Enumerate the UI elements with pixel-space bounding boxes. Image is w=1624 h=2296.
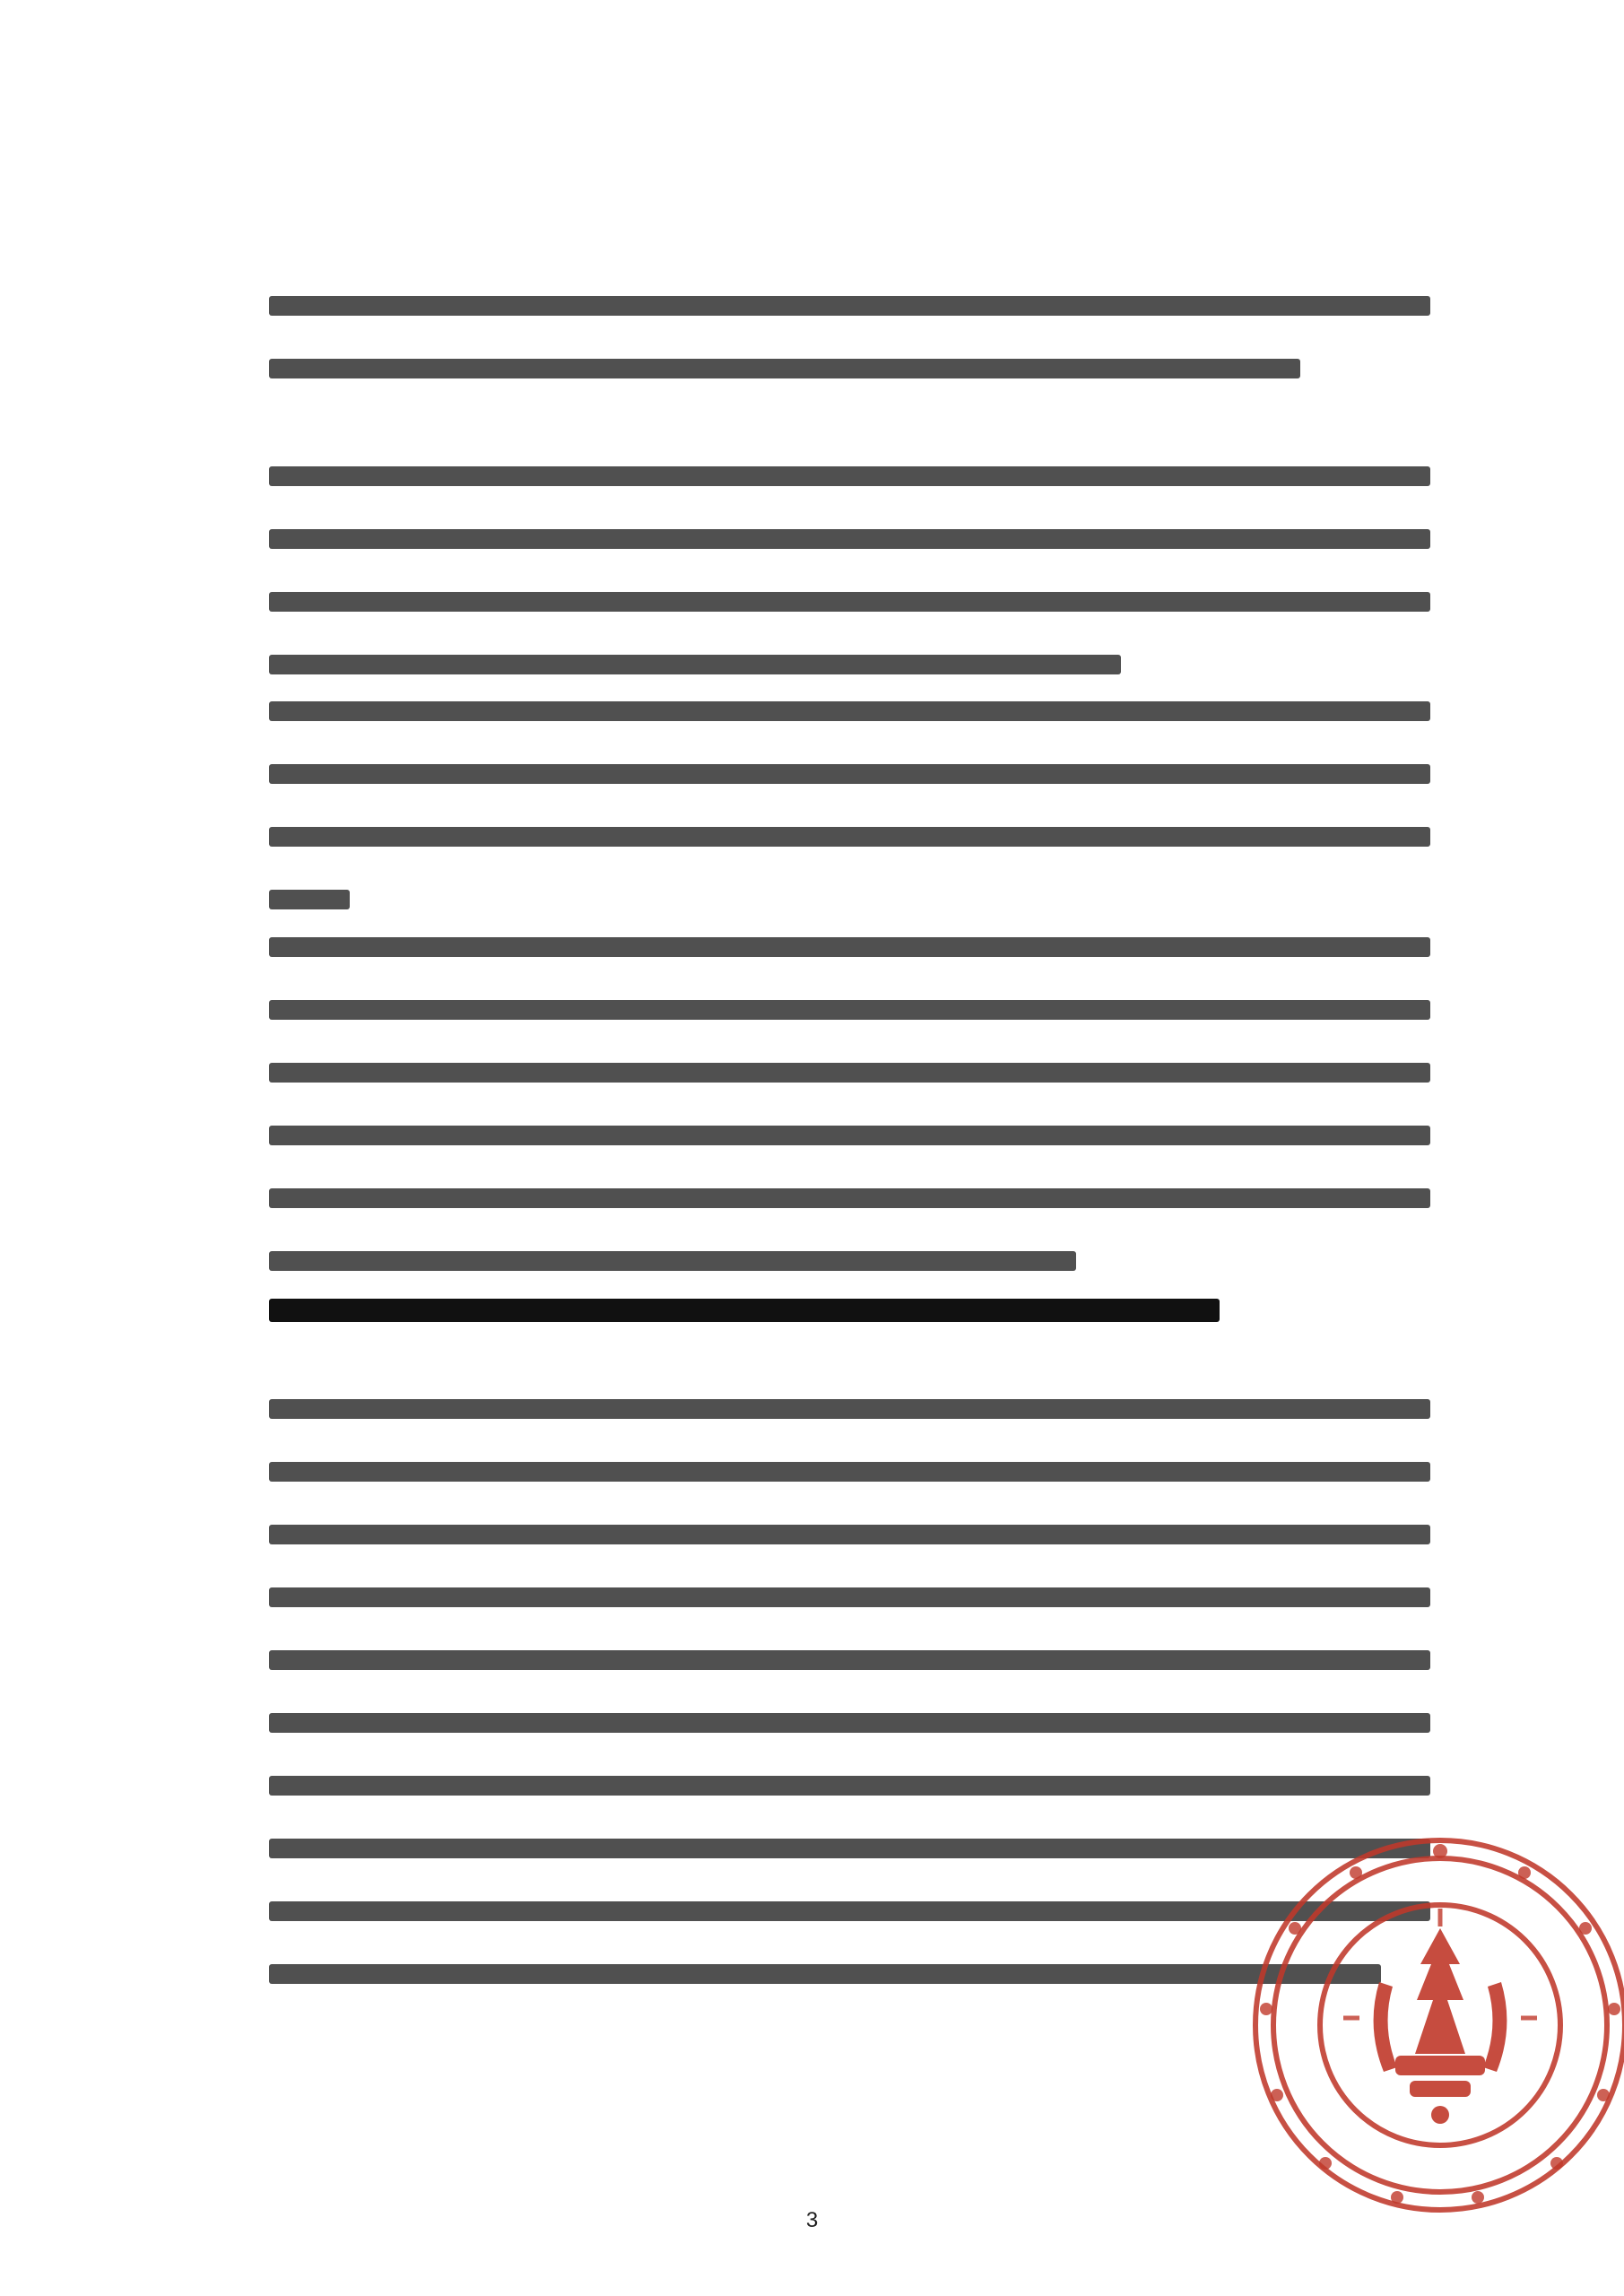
paragraph-1 — [269, 296, 1430, 422]
paragraph-4 — [269, 937, 1430, 1314]
paragraph-3 — [269, 701, 1430, 952]
page-number: 3 — [805, 2208, 819, 2232]
paragraph-2 — [269, 466, 1430, 718]
official-seal-stamp — [1245, 1830, 1624, 2221]
section-heading — [269, 1299, 1220, 1322]
